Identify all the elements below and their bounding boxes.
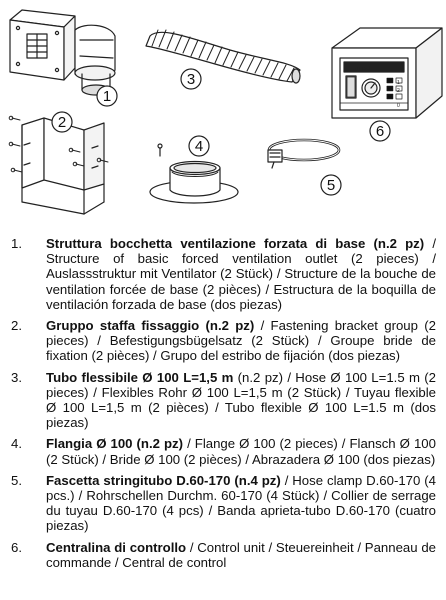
- item-number: 5.: [11, 472, 22, 488]
- item-description: [46, 236, 436, 312]
- item-number: 1.: [11, 236, 22, 251]
- item-description: [46, 370, 436, 431]
- list-item-5: [0, 473, 446, 534]
- callout-6-label: 6: [375, 123, 385, 140]
- item-translations: / Hose clamp D.60-170 (4 pcs.) / Rohrschellen Durchm. 60-170 (4 Stück) / Collier de serrage du tuyau D.60-170 (4 pcs) / Banda aprieta-tubo D.60-170 (cuatro piezas): [46, 472, 436, 534]
- list-item-4: [0, 436, 446, 466]
- item-number: 3.: [11, 369, 22, 385]
- item-translations: / Control unit / Steuereinheit / Panneau de commande / Central de control: [46, 539, 436, 570]
- list-item-1: [0, 236, 446, 312]
- control-unit-drawing: [332, 28, 442, 118]
- parts-list: [0, 236, 446, 576]
- item-translations: / Structure of basic forced ventilation outlet (2 pieces) / Auslassstruktur mit Ventilator (2 Stück) / Structure de la bouche de ventilation forcée de base (2 pièces) / Estructura de la boquilla de ventilación forzada de base (dos piezas): [46, 236, 437, 312]
- item-description: [46, 436, 436, 466]
- item-title: Gruppo staffa fissaggio (n.2 pz): [46, 318, 255, 334]
- hose-clamp-drawing: [268, 140, 339, 168]
- item-description: [46, 473, 436, 534]
- item-translations: / Fastening bracket group (2 pieces) / Befestigungsbügelsatz (2 Stück) / Groupe bride de fixation (2 pièces) / Grupo del estribo de fijación (dos piezas): [46, 318, 436, 364]
- components-illustration: [0, 0, 446, 215]
- item-title: Centralina di controllo: [46, 539, 187, 555]
- callout-4-label: 4: [194, 138, 204, 155]
- item-title: Struttura bocchetta ventilazione forzata di base (n.2 pz): [46, 236, 425, 251]
- callout-3-label: 3: [186, 71, 196, 88]
- callout-2-label: 2: [57, 114, 67, 131]
- panel-button-0-label: 0: [397, 103, 400, 109]
- item-number: 4.: [11, 436, 22, 452]
- panel-button-1-label: 1: [397, 80, 400, 86]
- list-item-3: [0, 370, 446, 431]
- ventilation-outlet-drawing: [10, 10, 115, 95]
- list-item-6: [0, 540, 446, 570]
- item-title: Tubo flessibile Ø 100 L=1,5 m: [46, 369, 234, 385]
- callout-5-label: 5: [326, 177, 336, 194]
- panel-button-2-label: 2: [397, 88, 400, 94]
- item-number: 2.: [11, 318, 22, 334]
- list-item-2: [0, 318, 446, 364]
- item-translations: (n.2 pz) / Hose Ø 100 L=1.5 m (2 pieces) / Flexibles Rohr Ø 100 L=1,5 m (2 Stück) / Tuyau flexible Ø 100 L=1,5 m (2 pièces) / Tubo flexible Ø 100 L=1.5 m (dos piezas): [46, 369, 437, 431]
- item-description: [46, 318, 436, 364]
- item-title: Fascetta stringitubo D.60-170 (n.4 pz): [46, 472, 281, 488]
- callout-1-label: 1: [102, 88, 112, 105]
- item-number: 6.: [11, 539, 22, 555]
- item-description: [46, 540, 436, 570]
- flexible-hose-drawing: [146, 30, 300, 83]
- panel-logo-text: Unical: [352, 65, 371, 72]
- item-translations: / Flange Ø 100 (2 pieces) / Flansch Ø 100 (2 Stück) / Bride Ø 100 (2 pièces) / Abrazadera Ø 100 (dos piezas): [46, 436, 436, 467]
- item-title: Flangia Ø 100 (n.2 pz): [46, 436, 184, 452]
